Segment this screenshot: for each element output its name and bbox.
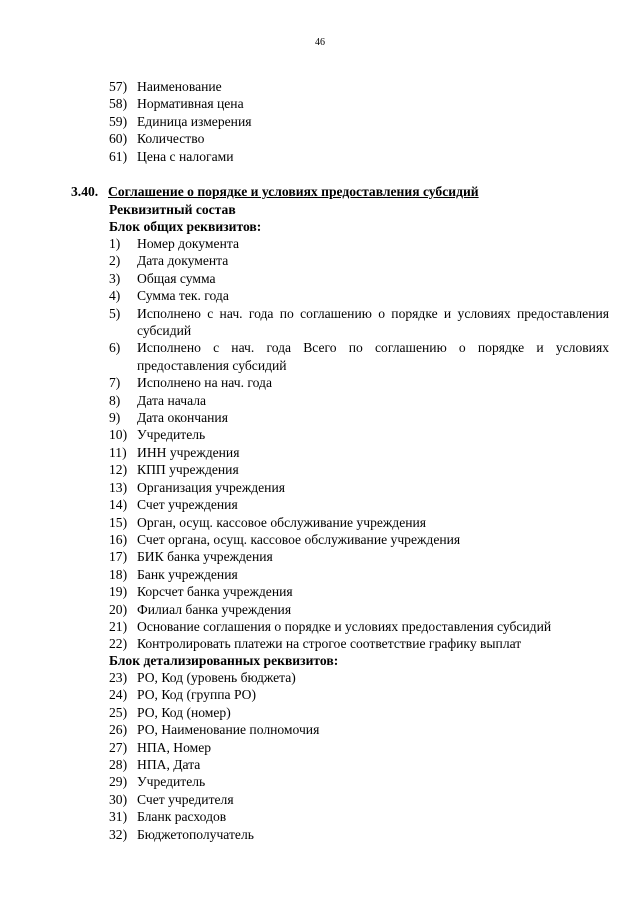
list-item — [109, 235, 609, 252]
list-item — [109, 618, 609, 635]
list-item — [109, 566, 609, 583]
item-number: 28) — [109, 757, 128, 773]
item-number: 13) — [109, 479, 128, 495]
list-item — [109, 496, 609, 513]
general-items-list — [109, 235, 609, 653]
item-number: 12) — [109, 462, 128, 478]
item-text: Филиал банка учреждения — [137, 601, 292, 617]
item-number: 60) — [109, 131, 128, 147]
item-number: 22) — [109, 636, 128, 652]
item-number: 23) — [109, 670, 128, 685]
list-item — [109, 287, 609, 304]
item-number: 32) — [109, 826, 128, 842]
item-text: НПА, Номер — [137, 739, 212, 755]
item-number: 18) — [109, 566, 128, 582]
item-number: 6) — [109, 340, 121, 356]
composition-heading: Реквизитный состав — [109, 202, 236, 217]
item-number: 16) — [109, 531, 128, 547]
item-text: Счет органа, осущ. кассовое обслуживание учреждения — [137, 531, 461, 547]
detailed-items-list — [109, 669, 609, 843]
list-item — [109, 130, 609, 147]
list-item — [109, 374, 609, 391]
item-text: Наименование — [137, 79, 222, 94]
item-text: КПП учреждения — [137, 462, 239, 478]
list-item — [109, 479, 609, 496]
item-text: Бюджетополучатель — [137, 826, 254, 842]
item-number: 20) — [109, 601, 128, 617]
item-text: Счет учредителя — [137, 791, 234, 807]
item-number: 7) — [109, 375, 121, 391]
item-text: НПА, Дата — [137, 757, 201, 773]
item-text: Количество — [137, 131, 205, 147]
list-item — [109, 444, 609, 461]
item-number: 2) — [109, 253, 121, 269]
item-text: Организация учреждения — [137, 479, 285, 495]
item-text: Банк учреждения — [137, 566, 238, 582]
item-text: Цена с налогами — [137, 148, 234, 164]
item-number: 31) — [109, 809, 128, 825]
item-number: 1) — [109, 236, 121, 251]
item-number: 15) — [109, 514, 128, 530]
item-text: Номер документа — [137, 236, 239, 251]
list-item — [109, 826, 609, 843]
list-item — [109, 409, 609, 426]
list-item — [109, 78, 609, 95]
list-item — [109, 113, 609, 130]
item-number: 25) — [109, 704, 128, 720]
item-number: 61) — [109, 148, 128, 164]
list-item — [109, 635, 609, 652]
list-item — [109, 721, 609, 738]
item-number: 27) — [109, 739, 128, 755]
detailed-block-heading: Блок детализированных реквизитов: — [109, 653, 339, 668]
item-number: 3) — [109, 270, 121, 286]
item-text: РО, Код (группа РО) — [137, 687, 257, 703]
item-number: 26) — [109, 722, 128, 738]
list-item — [109, 95, 609, 112]
item-text: Исполнено с нач. года по соглашению о порядке и условиях предоставления субсидий — [137, 305, 609, 339]
item-number: 10) — [109, 427, 128, 443]
item-text: Сумма тек. года — [137, 288, 229, 304]
item-text: Учредитель — [137, 774, 206, 790]
item-text: Исполнено с нач. года Всего по соглашению о порядке и условиях предоставления субсидий — [137, 340, 609, 373]
item-number: 59) — [109, 113, 128, 129]
list-item — [109, 426, 609, 443]
item-number: 29) — [109, 774, 128, 790]
item-number: 30) — [109, 791, 128, 807]
list-item — [109, 756, 609, 773]
item-text: Орган, осущ. кассовое обслуживание учреждения — [137, 514, 427, 530]
item-number: 9) — [109, 410, 121, 426]
item-text: РО, Код (уровень бюджета) — [137, 670, 296, 685]
item-number: 57) — [109, 79, 128, 94]
list-item — [109, 392, 609, 409]
item-text: Дата документа — [137, 253, 229, 269]
list-item — [109, 739, 609, 756]
item-text: РО, Наименование полномочия — [137, 722, 320, 738]
list-item — [109, 461, 609, 478]
list-item — [109, 252, 609, 269]
item-text: Бланк расходов — [137, 809, 227, 825]
item-number: 11) — [109, 444, 127, 460]
item-number: 21) — [109, 618, 128, 634]
list-item — [109, 305, 609, 340]
list-item — [109, 704, 609, 721]
item-text: Корсчет банка учреждения — [137, 584, 293, 600]
list-item — [109, 686, 609, 703]
item-text: Счет учреждения — [137, 497, 238, 513]
item-text: РО, Код (номер) — [137, 704, 231, 720]
item-text: Общая сумма — [137, 270, 216, 286]
list-item — [109, 548, 609, 565]
item-text: Контролировать платежи на строгое соответствие графику выплат — [137, 636, 522, 652]
item-number: 14) — [109, 497, 128, 513]
section-number: 3.40. — [71, 184, 99, 199]
item-text: ИНН учреждения — [137, 444, 240, 460]
item-text: Дата окончания — [137, 410, 228, 426]
item-number: 19) — [109, 584, 128, 600]
item-text: Дата начала — [137, 392, 207, 408]
general-block-heading: Блок общих реквизитов: — [109, 219, 262, 234]
list-item — [109, 601, 609, 618]
page-number: 46 — [315, 37, 325, 48]
item-number: 8) — [109, 392, 121, 408]
item-text: БИК банка учреждения — [137, 549, 273, 565]
list-item — [109, 773, 609, 790]
list-continued — [109, 78, 609, 165]
item-text: Исполнено на нач. года — [137, 375, 273, 391]
list-item — [109, 669, 609, 686]
item-text: Нормативная цена — [137, 96, 244, 112]
list-item — [109, 514, 609, 531]
list-item — [109, 531, 609, 548]
list-item — [109, 148, 609, 165]
item-number: 5) — [109, 305, 121, 321]
item-number: 24) — [109, 687, 128, 703]
item-text: Учредитель — [137, 427, 206, 443]
item-number: 17) — [109, 549, 128, 565]
item-text: Единица измерения — [137, 113, 252, 129]
item-number: 4) — [109, 288, 121, 304]
item-number: 58) — [109, 96, 128, 112]
list-item — [109, 270, 609, 287]
list-item — [109, 583, 609, 600]
list-item — [109, 808, 609, 825]
item-text: Основание соглашения о порядке и условиях предоставления субсидий — [137, 618, 552, 634]
list-item — [109, 339, 609, 374]
list-item — [109, 791, 609, 808]
section-title: Соглашение о порядке и условиях предоставления субсидий — [108, 184, 479, 199]
